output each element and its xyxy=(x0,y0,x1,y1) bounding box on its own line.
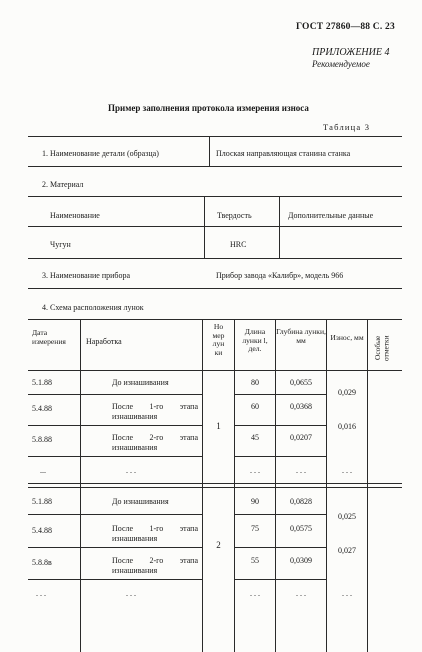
appendix-subtitle: Рекомендуемое xyxy=(312,59,370,69)
row-work: После 2-го этапа изнашивания xyxy=(112,433,198,452)
header-rule xyxy=(28,370,402,371)
form-top-rule xyxy=(28,136,402,137)
form-rule xyxy=(28,196,402,197)
row-date: 5.1.88 xyxy=(32,497,52,506)
detail-name-value: Плоская направляющая станина станка xyxy=(216,149,351,158)
row-length: 90 xyxy=(251,497,259,506)
row-date: 5.4.88 xyxy=(32,526,52,535)
row-depth: 0,0655 xyxy=(290,378,312,387)
form-divider xyxy=(279,196,280,258)
row-date: . . . xyxy=(36,589,46,598)
row-date: 5.8.8в xyxy=(32,558,52,567)
row-date: 5.4.88 xyxy=(32,404,52,413)
form-divider xyxy=(204,196,205,258)
row-rule xyxy=(28,547,202,548)
row-length: 80 xyxy=(251,378,259,387)
col-divider xyxy=(202,319,203,652)
row-work: До изнашивания xyxy=(112,378,169,387)
form-rule xyxy=(28,226,402,227)
form-divider xyxy=(209,136,210,166)
wear-value: 0,027 xyxy=(338,546,356,555)
row-work: После 1-го этапа изнашивания xyxy=(112,524,198,543)
row-rule xyxy=(28,456,202,457)
row-depth: 0,0575 xyxy=(290,524,312,533)
row-work: После 1-го этапа изнашивания xyxy=(112,402,198,421)
row-rule xyxy=(234,425,326,426)
scheme-label: 4. Схема расположения лунок xyxy=(42,303,144,312)
header-notes: Особые отметки xyxy=(373,335,391,361)
wear-value: 0,029 xyxy=(338,388,356,397)
header-hole-number: Но мер лун ки xyxy=(212,322,225,357)
row-date: 5.1.88 xyxy=(32,378,52,387)
material-col-hardness: Твердость xyxy=(217,211,252,220)
device-label: 3. Наименование прибора xyxy=(42,271,131,280)
row-work: . . . xyxy=(126,466,136,475)
wear-value: . . . xyxy=(342,589,352,598)
row-date: ... xyxy=(40,466,46,475)
hole-number: 2 xyxy=(216,540,221,550)
material-value-hardness: HRC xyxy=(230,240,247,249)
header-date: Дата измерения xyxy=(32,328,66,346)
document-title: Пример заполнения протокола измерения износа xyxy=(108,103,309,113)
wear-value: 0,016 xyxy=(338,422,356,431)
row-depth: . . . xyxy=(296,466,306,475)
col-divider xyxy=(367,319,368,652)
col-divider xyxy=(234,319,235,652)
detail-name-label: 1. Наименование детали (образца) xyxy=(42,149,159,158)
header-work: Наработка xyxy=(86,337,122,346)
form-rule xyxy=(28,288,402,289)
row-length: 45 xyxy=(251,433,259,442)
row-rule xyxy=(28,579,202,580)
row-date: 5.8.88 xyxy=(32,435,52,444)
col-divider xyxy=(326,319,327,652)
row-rule xyxy=(234,456,326,457)
material-label: 2. Материал xyxy=(42,180,84,189)
header-wear: Износ, мм xyxy=(330,333,364,342)
wear-value: 0,025 xyxy=(338,512,356,521)
row-rule xyxy=(234,547,326,548)
row-work: . . . xyxy=(126,589,136,598)
row-rule xyxy=(234,579,326,580)
row-rule xyxy=(28,514,202,515)
table-label: Таблица 3 xyxy=(323,122,371,132)
row-length: . . . xyxy=(250,466,260,475)
row-rule xyxy=(234,394,326,395)
row-depth: 0,0368 xyxy=(290,402,312,411)
row-depth: 0,0828 xyxy=(290,497,312,506)
group-rule xyxy=(28,483,402,484)
row-work: После 2-го этапа изнашивания xyxy=(112,556,198,575)
row-rule xyxy=(28,394,202,395)
form-rule xyxy=(28,258,402,259)
appendix-title: ПРИЛОЖЕНИЕ 4 xyxy=(312,47,390,58)
form-rule xyxy=(28,166,402,167)
wear-value: . . . xyxy=(342,466,352,475)
material-value-name: Чугун xyxy=(50,240,71,249)
row-rule xyxy=(28,425,202,426)
row-depth: 0,0207 xyxy=(290,433,312,442)
header-length: Длина лунки l, дел. xyxy=(242,327,268,354)
hole-number: 1 xyxy=(216,421,221,431)
col-divider xyxy=(80,319,81,652)
row-depth: . . . xyxy=(296,589,306,598)
standard-code: ГОСТ 27860—88 С. 23 xyxy=(296,22,395,32)
row-length: 60 xyxy=(251,402,259,411)
row-depth: 0,0309 xyxy=(290,556,312,565)
table-top-rule xyxy=(28,319,402,320)
header-depth: Глубина лунки, мм xyxy=(276,327,326,345)
row-length: . . . xyxy=(250,589,260,598)
row-rule xyxy=(234,514,326,515)
material-col-name: Наименование xyxy=(50,211,100,220)
group-rule xyxy=(28,487,402,488)
device-value: Прибор завода «Калибр», модель 966 xyxy=(216,271,344,280)
row-length: 75 xyxy=(251,524,259,533)
row-length: 55 xyxy=(251,556,259,565)
col-divider xyxy=(275,319,276,652)
row-work: До изнашивания xyxy=(112,497,169,506)
material-col-extra: Дополнительные данные xyxy=(288,211,374,220)
